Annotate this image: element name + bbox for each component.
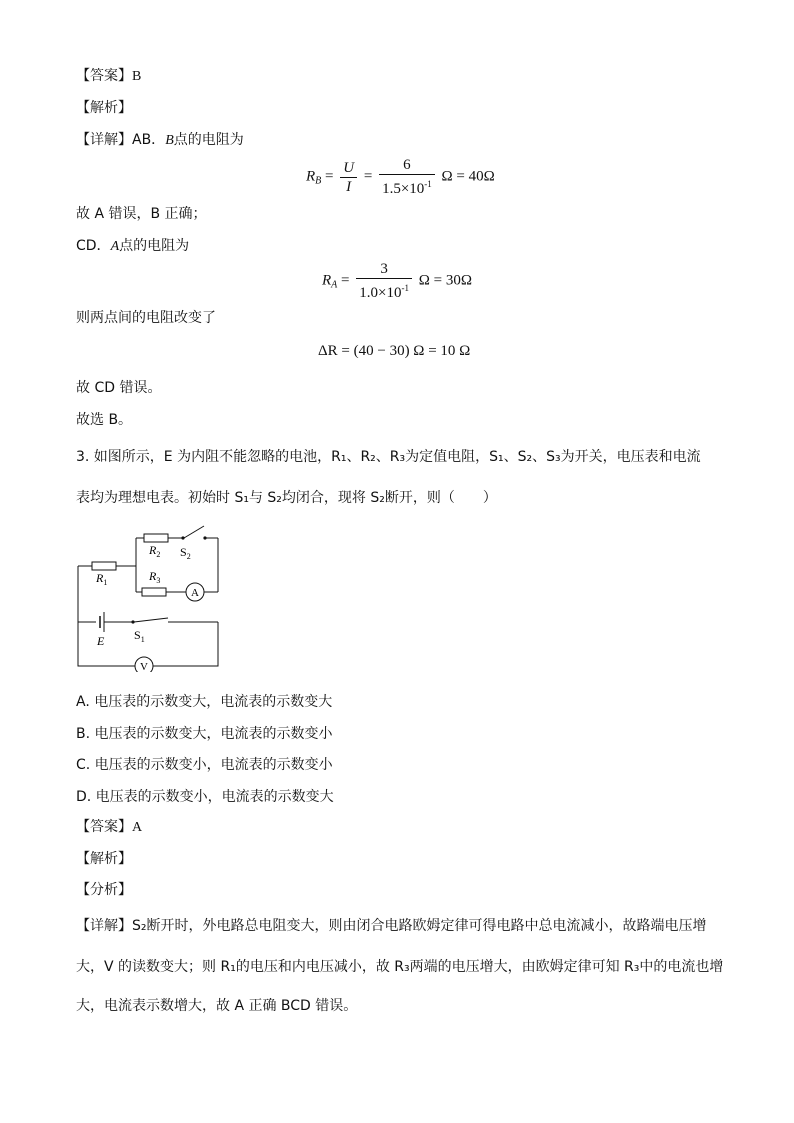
q3-stem-line1: 3. 如图所示，E 为内阻不能忽略的电池，R₁、R₂、R₃为定值电阻，S₁、S₂、S₃为开关，电压表和电流 [76, 449, 701, 465]
detail-cd-line [76, 236, 189, 257]
detail-ab-prefix: AB． [132, 132, 166, 148]
equation-delta-r: ΔR = (40 − 30) Ω = 10 Ω [318, 343, 471, 359]
analysis-label: 【解析】 [76, 100, 132, 116]
select-answer: 故选 B。 [76, 412, 133, 428]
voltmeter-label: V [140, 661, 148, 672]
resistor-r1 [92, 562, 116, 570]
label-r1-main: R [96, 571, 104, 585]
conclusion-ab: 故 A 错误，B 正确； [76, 206, 207, 222]
label-r3-main: R [149, 569, 157, 583]
q3-stem-line2: 表均为理想电表。初始时 S₁与 S₂均闭合，现将 S₂断开，则（ ） [76, 490, 497, 506]
q3-answer-label: 【答案】 [76, 819, 132, 835]
label-e: E [97, 634, 105, 648]
eq2-den-exp: -1 [401, 283, 409, 293]
eq1-fraction-values [379, 156, 435, 198]
q3-analysis-label: 【解析】 [76, 851, 132, 867]
detail-ab-line [76, 130, 244, 151]
detail-ab-text: 点的电阻为 [173, 132, 244, 148]
eq1-lhs-sub: B [315, 175, 322, 187]
eq1-lhs: R [306, 168, 316, 185]
point-a: A [110, 239, 120, 254]
eq1-frac2-den-base: 1.5×10 [382, 181, 425, 197]
ammeter-label: A [191, 587, 199, 599]
eq2-den [356, 279, 412, 302]
label-r1-sub: 1 [103, 578, 108, 587]
q3-answer-value: A [132, 820, 143, 835]
eq1-frac1-num: U [340, 159, 357, 178]
answer-line [76, 66, 141, 87]
answer-label: 【答案】 [76, 68, 132, 84]
eq2-fraction [356, 260, 412, 302]
eq1-frac1-den: I [346, 178, 352, 195]
label-r2-sub: 2 [156, 550, 161, 559]
label-r1 [95, 571, 107, 587]
eq1-result: Ω = 40Ω [441, 168, 495, 185]
change-text: 则两点间的电阻改变了 [76, 310, 216, 326]
label-s2 [180, 545, 191, 561]
q3-answer-line [76, 817, 142, 838]
eq1-equals: = [325, 168, 334, 185]
label-s1 [134, 628, 145, 644]
eq2-equals: = [341, 272, 350, 289]
q3-detail-line2: 大，V 的读数变大；则 R₁的电压和内电压减小，故 R₃两端的电压增大，由欧姆定律可知 R₃中的电流也增 [76, 959, 724, 975]
switch-s2-blade [184, 526, 204, 538]
eq1-equals-2: = [363, 168, 373, 185]
label-s2-sub: 2 [186, 552, 191, 561]
switch-s2-contact [181, 536, 184, 539]
eq2-lhs: R [322, 272, 332, 289]
eq1-frac2-den [379, 175, 435, 198]
eq2-result: Ω = 30Ω [418, 272, 472, 289]
switch-s1-blade [134, 618, 168, 622]
label-s2-main: S [180, 545, 187, 559]
label-r3 [148, 569, 160, 585]
label-s1-sub: 1 [140, 635, 145, 644]
eq1-frac2-den-exp: -1 [424, 179, 432, 189]
conclusion-cd: 故 CD 错误。 [76, 380, 162, 396]
q3-analyze-label: 【分析】 [76, 882, 132, 898]
resistor-r2 [144, 534, 168, 542]
detail-cd-prefix: CD． [76, 238, 111, 254]
label-r3-sub: 3 [156, 576, 161, 585]
q3-detail-line3: 大，电流表示数增大，故 A 正确 BCD 错误。 [76, 998, 358, 1014]
option-b: B. 电压表的示数变大，电流表的示数变小 [76, 726, 333, 742]
label-r2-main: R [149, 543, 157, 557]
point-b: B [165, 133, 174, 148]
option-a: A. 电压表的示数变大，电流表的示数变大 [76, 694, 333, 710]
label-s1-main: S [134, 628, 141, 642]
equation-ra [322, 260, 472, 302]
label-r2 [148, 543, 160, 559]
resistor-r3 [142, 588, 166, 596]
answer-value: B [132, 69, 142, 84]
option-d: D. 电压表的示数变小，电流表的示数变大 [76, 789, 334, 805]
switch-s2-contact-2 [203, 536, 206, 539]
detail-cd-text: 点的电阻为 [119, 238, 190, 254]
q3-detail-line1: 【详解】S₂断开时，外电路总电阻变大，则由闭合电路欧姆定律可得电路中总电流减小，故路端电压增 [76, 918, 707, 934]
switch-s1-contact [131, 620, 134, 623]
eq2-lhs-sub: A [331, 279, 338, 291]
circuit-diagram [70, 522, 230, 672]
eq1-fraction-ui [340, 159, 357, 196]
eq2-num: 3 [356, 260, 412, 279]
option-c: C. 电压表的示数变小，电流表的示数变小 [76, 757, 333, 773]
eq1-frac2-num: 6 [379, 156, 435, 175]
equation-rb [306, 156, 495, 198]
eq2-den-base: 1.0×10 [359, 285, 402, 301]
detail-label: 【详解】 [76, 132, 132, 148]
